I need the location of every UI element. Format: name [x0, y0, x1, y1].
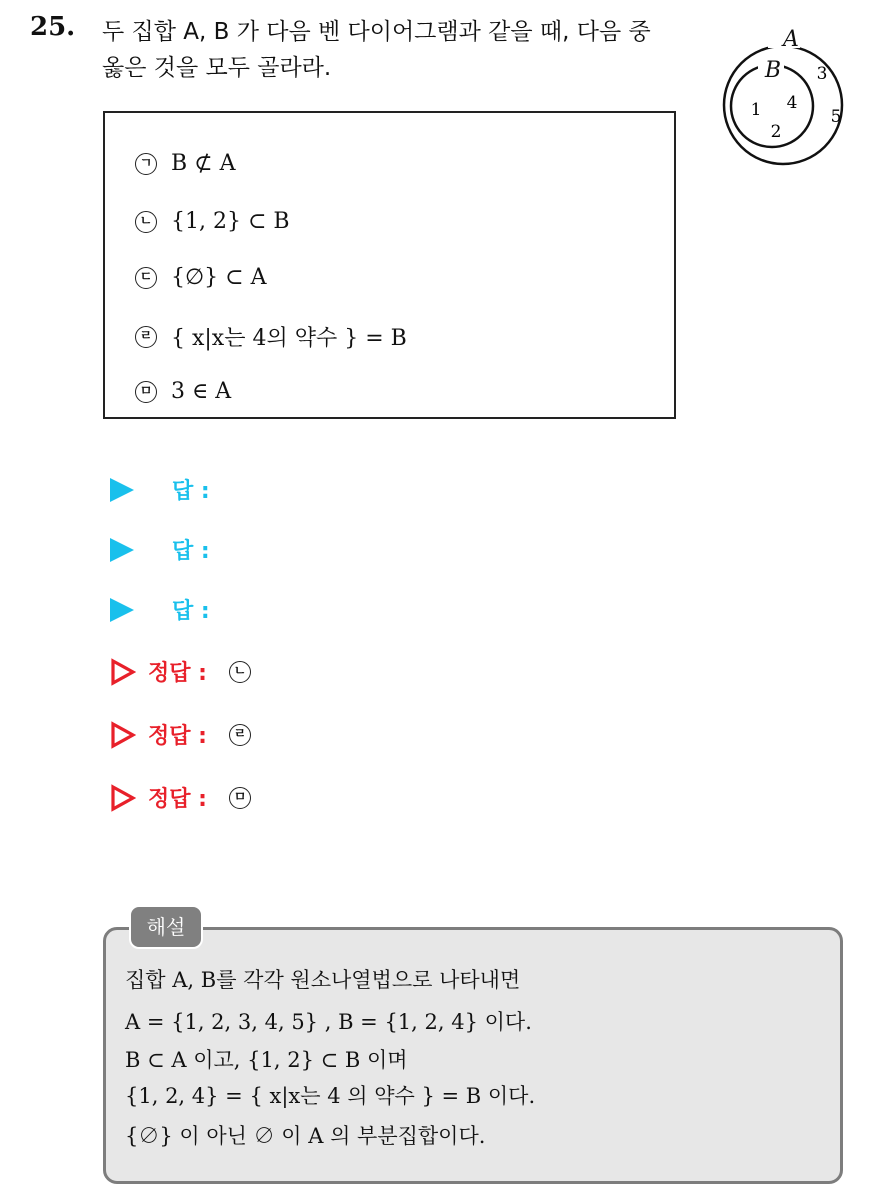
venn-element: 5 — [830, 107, 842, 127]
correct-answer-value: ㄴ — [229, 661, 251, 683]
choice-text: { x|x는 4의 약수 } = B — [171, 326, 407, 351]
answer-row[interactable] — [110, 534, 210, 565]
choice-item — [135, 151, 235, 176]
venn-element: 1 — [750, 100, 762, 120]
question-text-line1: 두 집합 A, B 가 다음 벤 다이어그램과 같을 때, 다음 중 — [102, 19, 651, 45]
explanation-line: B ⊂ A 이고, {1, 2} ⊂ B 이며 — [125, 1048, 408, 1072]
correct-answer-row — [110, 719, 251, 750]
venn-element: 2 — [770, 122, 782, 142]
correct-answer-row — [110, 656, 251, 687]
explanation-line: {∅} 이 아닌 ∅ 이 A 의 부분집합이다. — [125, 1124, 486, 1148]
question-text — [102, 14, 712, 86]
answer-arrow-icon — [110, 538, 134, 562]
correct-answer-label: 정답 : — [148, 661, 207, 686]
choice-text: B ⊄ A — [171, 151, 236, 176]
correct-answer-value: ㅁ — [229, 787, 251, 809]
venn-label-b: B — [764, 58, 782, 83]
correct-arrow-icon — [110, 658, 136, 686]
choice-marker: ㄷ — [135, 267, 157, 289]
correct-arrow-icon — [110, 721, 136, 749]
venn-element: 3 — [816, 64, 828, 84]
choice-text: {∅} ⊂ A — [171, 265, 267, 290]
choice-item — [135, 379, 231, 404]
venn-element: 4 — [786, 93, 798, 113]
answer-label: 답 : — [172, 599, 210, 624]
choice-marker: ㄱ — [135, 153, 157, 175]
choice-text: 3 ∈ A — [171, 379, 232, 404]
answer-row[interactable] — [110, 594, 210, 625]
answer-arrow-icon — [110, 478, 134, 502]
question-number: 25. — [30, 12, 76, 42]
choice-marker: ㄹ — [135, 326, 157, 348]
venn-label-a: A — [783, 27, 799, 52]
answer-row[interactable] — [110, 474, 210, 505]
choice-text: {1, 2} ⊂ B — [171, 209, 290, 234]
explanation-line: {1, 2, 4} = { x|x는 4 의 약수 } = B 이다. — [125, 1084, 536, 1108]
choice-item — [135, 265, 266, 290]
correct-arrow-icon — [110, 784, 136, 812]
answer-label: 답 : — [172, 479, 210, 504]
explanation-line: 집합 A, B를 각각 원소나열법으로 나타내면 — [125, 968, 521, 992]
explanation-tag: 해설 — [129, 905, 203, 949]
choice-marker: ㄴ — [135, 211, 157, 233]
choices-box — [103, 111, 676, 419]
venn-diagram — [718, 22, 848, 177]
answer-label: 답 : — [172, 539, 210, 564]
correct-answer-label: 정답 : — [148, 787, 207, 812]
correct-answer-row — [110, 782, 251, 813]
explanation-line: A = {1, 2, 3, 4, 5} , B = {1, 2, 4} 이다. — [125, 1010, 532, 1034]
correct-answer-label: 정답 : — [148, 724, 207, 749]
correct-answer-value: ㄹ — [229, 724, 251, 746]
choice-marker: ㅁ — [135, 381, 157, 403]
choice-item — [135, 209, 290, 234]
choice-item — [135, 321, 407, 352]
question-text-line2: 옳은 것을 모두 골라라. — [102, 55, 332, 81]
answer-arrow-icon — [110, 598, 134, 622]
